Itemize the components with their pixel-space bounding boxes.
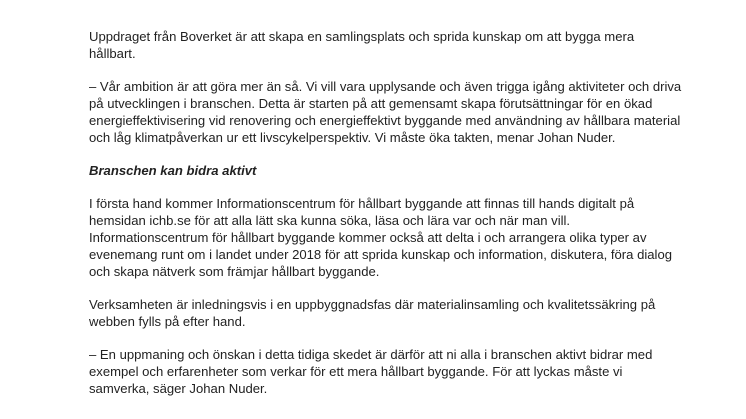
text-line: energieffektivisering vid renovering och energieffektivt byggande med användning av hållbara material <box>89 113 681 128</box>
text-line: – En uppmaning och önskan i detta tidiga skedet är därför att ni alla i branschen aktivt bidrar med <box>89 347 653 362</box>
text-line: och skapa nätverk som främjar hållbart byggande. <box>89 264 380 279</box>
paragraph-intro <box>89 28 649 62</box>
text-line: Verksamheten är inledningsvis i en uppbyggnadsfas där materialinsamling och kvalitetssäkring på <box>89 297 656 312</box>
text-line: hållbart. <box>89 46 136 61</box>
text-line: evenemang runt om i landet under 2018 för att sprida kunskap och information, diskutera, föra dialog <box>89 247 673 262</box>
text-line: samverka, säger Johan Nuder. <box>89 381 268 396</box>
text-line: hemsidan ichb.se för att alla lätt ska kunna söka, läsa och lära var och när man vill. <box>89 213 571 228</box>
text-line: och låg klimatpåverkan ur ett livscykelperspektiv. Vi måste öka takten, menar Johan Nuder. <box>89 130 616 145</box>
text-line: Informationscentrum för hållbart byggande kommer också att delta i och arrangera olika typer av <box>89 230 647 245</box>
text-line: I första hand kommer Informationscentrum för hållbart byggande att finnas till hands digitalt på <box>89 196 635 211</box>
text-line: – Vår ambition är att göra mer än så. Vi vill vara upplysande och även trigga igång aktiviteter och driva <box>89 79 682 94</box>
text-line: webben fylls på efter hand. <box>89 314 246 329</box>
paragraph-digital-presence <box>89 195 673 280</box>
text-line: exempel och erfarenheter som verkar för ett mera hållbart byggande. För att lyckas måste vi <box>89 364 623 379</box>
paragraph-build-up-phase <box>89 296 656 330</box>
paragraph-quote-call-to-action <box>89 346 653 397</box>
text-line: Uppdraget från Boverket är att skapa en samlingsplats och sprida kunskap om att bygga mera <box>89 29 635 44</box>
paragraph-quote-ambition <box>89 78 682 146</box>
document-page <box>89 28 682 413</box>
section-heading: Branschen kan bidra aktivt <box>89 163 257 178</box>
text-line: på utvecklingen i branschen. Detta är starten på att gemensamt skapa förutsättningar för en ökad <box>89 96 653 111</box>
